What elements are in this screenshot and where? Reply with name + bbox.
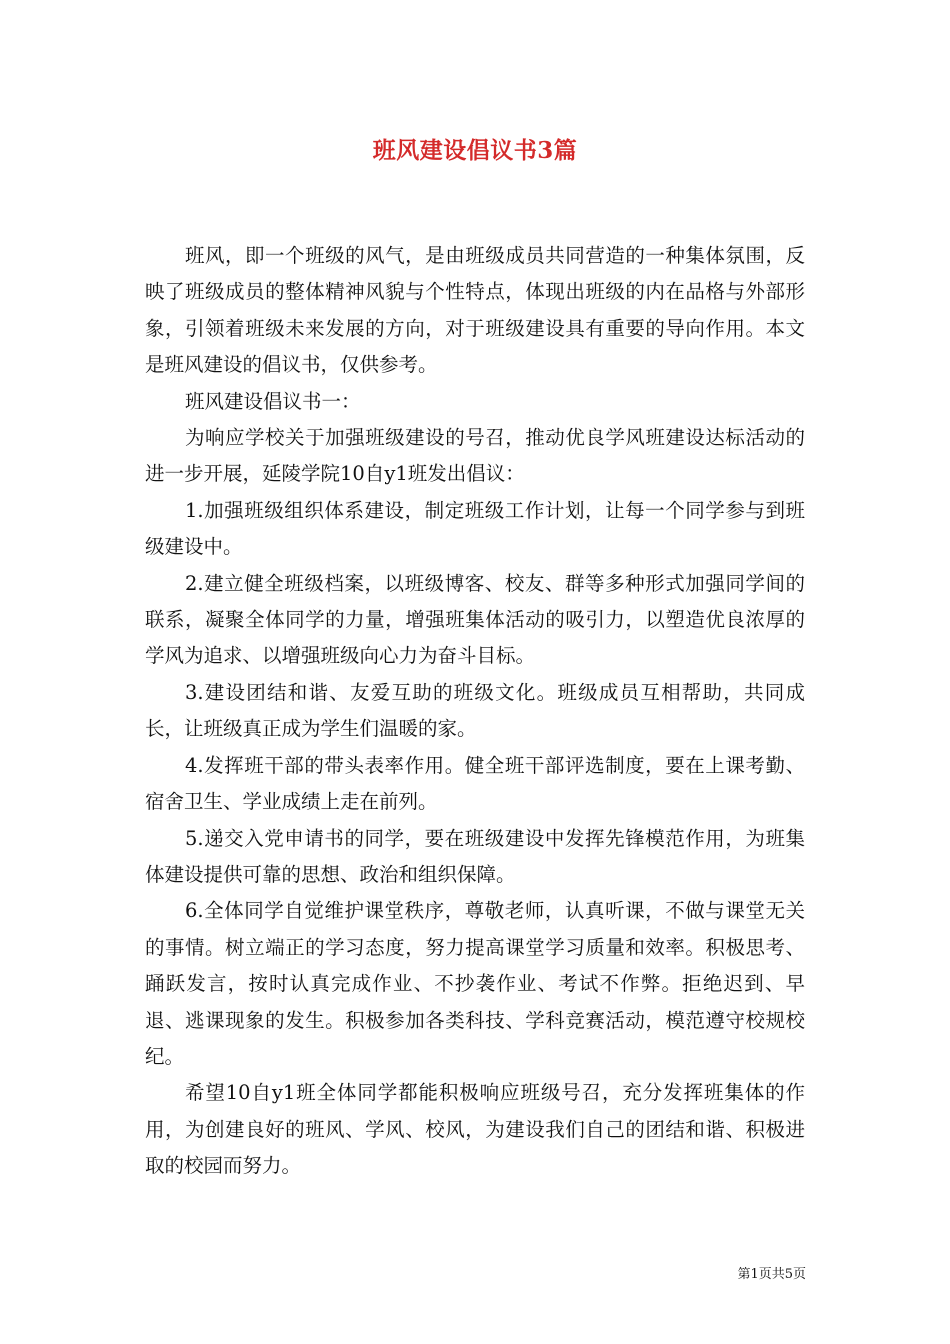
paragraph-item-1: 1.加强班级组织体系建设，制定班级工作计划，让每一个同学参与到班级建设中。: [145, 498, 805, 559]
paragraph-item-3: 3.建设团结和谐、友爱互助的班级文化。班级成员互相帮助，共同成长，让班级真正成为学生们温暖的家。: [145, 680, 805, 741]
document-body: [145, 238, 805, 1185]
paragraph-intro: 班风，即一个班级的风气，是由班级成员共同营造的一种集体氛围，反映了班级成员的整体精神风貌与个性特点，体现出班级的内在品格与外部形象，引领着班级未来发展的方向，对于班级建设具有重要的导向作用。本文是班风建设的倡议书，仅供参考。: [145, 244, 805, 377]
paragraph-preamble: 为响应学校关于加强班级建设的号召，推动优良学风班建设达标活动的进一步开展，延陵学院10自y1班发出倡议：: [145, 426, 805, 486]
paragraph-section-heading: 班风建设倡议书一：: [184, 389, 361, 413]
page-number-footer: 第1页共5页: [737, 1267, 806, 1282]
paragraph-item-2: 2.建立健全班级档案，以班级博客、校友、群等多种形式加强同学间的联系，凝聚全体同学的力量，增强班集体活动的吸引力，以塑造优良浓厚的学风为追求、以增强班级向心力为奋斗目标。: [145, 571, 805, 668]
paragraph-closing: 希望10自y1班全体同学都能积极响应班级号召，充分发挥班集体的作用，为创建良好的班风、学风、校风，为建设我们自己的团结和谐、积极进取的校园而努力。: [145, 1081, 805, 1178]
paragraph-item-5: 5.递交入党申请书的同学，要在班级建设中发挥先锋模范作用，为班集体建设提供可靠的思想、政治和组织保障。: [145, 826, 805, 886]
paragraph-item-6: 6.全体同学自觉维护课堂秩序，尊敬老师，认真听课，不做与课堂无关的事情。树立端正的学习态度，努力提高课堂学习质量和效率。积极思考、踊跃发言，按时认真完成作业、不抄袭作业、考试不作弊。拒绝迟到、早退、逃课现象的发生。积极参加各类科技、学科竞赛活动，模范遵守校规校纪。: [145, 899, 805, 1068]
paragraph-item-4: 4.发挥班干部的带头表率作用。健全班干部评选制度，要在上课考勤、宿舍卫生、学业成绩上走在前列。: [145, 753, 805, 814]
page-title: 班风建设倡议书3篇: [372, 137, 578, 164]
